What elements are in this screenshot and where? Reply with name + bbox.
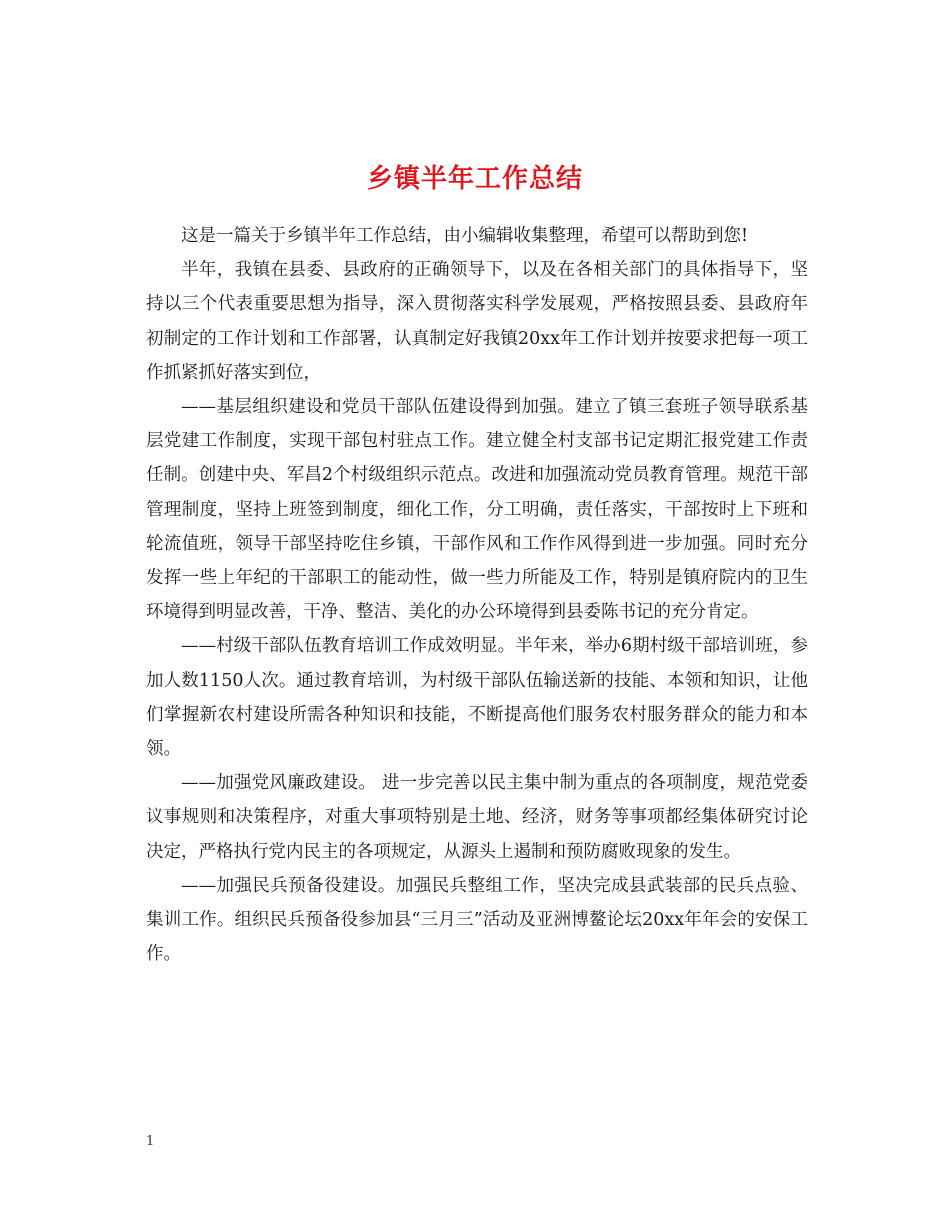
document-body [146, 219, 808, 971]
militia-paragraph: ——加强民兵预备役建设。加强民兵整组工作，坚决完成县武装部的民兵点验、集训工作。组织民兵预备役参加县“三月三”活动及亚洲博鳌论坛20xx年年会的安保工作。 [146, 875, 808, 965]
integrity-paragraph: ——加强党风廉政建设。 进一步完善以民主集中制为重点的各项制度，规范党委议事规则和决策程序，对重大事项特别是土地、经济，财务等事项都经集体研究讨论决定，严格执行党内民主的各项规定，从源头上遏制和预防腐败现象的发生。 [146, 773, 808, 862]
document-title: 乡镇半年工作总结 [366, 164, 583, 195]
training-paragraph: ——村级干部队伍教育培训工作成效明显。半年来，举办6期村级干部培训班，参加人数1150人次。通过教育培训，为村级干部队伍输送新的技能、本领和知识，让他们掌握新农村建设所需各种知识和技能，不断提高他们服务农村服务群众的能力和本领。 [146, 636, 808, 760]
intro-paragraph: 这是一篇关于乡镇半年工作总结，由小编辑收集整理，希望可以帮助到您! [181, 226, 749, 246]
page-number: 1 [146, 1134, 155, 1149]
party-building-paragraph: ——基层组织建设和党员干部队伍建设得到加强。建立了镇三套班子领导联系基层党建工作制度，实现干部包村驻点工作。建立健全村支部书记定期汇报党建工作责任制。创建中央、军昌2个村级组织示范点。改进和加强流动党员教育管理。规范干部管理制度，坚持上班签到制度，细化工作，分工明确，责任落实，干部按时上下班和轮流值班，领导干部坚持吃住乡镇，干部作风和工作作风得到进一步加强。同时充分发挥一些上年纪的干部职工的能动性，做一些力所能及工作，特别是镇府院内的卫生环境得到明显改善，干净、整洁、美化的办公环境得到县委陈书记的充分肯定。 [146, 397, 808, 623]
overview-paragraph: 半年，我镇在县委、县政府的正确领导下，以及在各相关部门的具体指导下，坚持以三个代表重要思想为指导，深入贯彻落实科学发展观，严格按照县委、县政府年初制定的工作计划和工作部署，认真制定好我镇20xx年工作计划并按要求把每一项工作抓紧抓好落实到位， [146, 260, 808, 383]
